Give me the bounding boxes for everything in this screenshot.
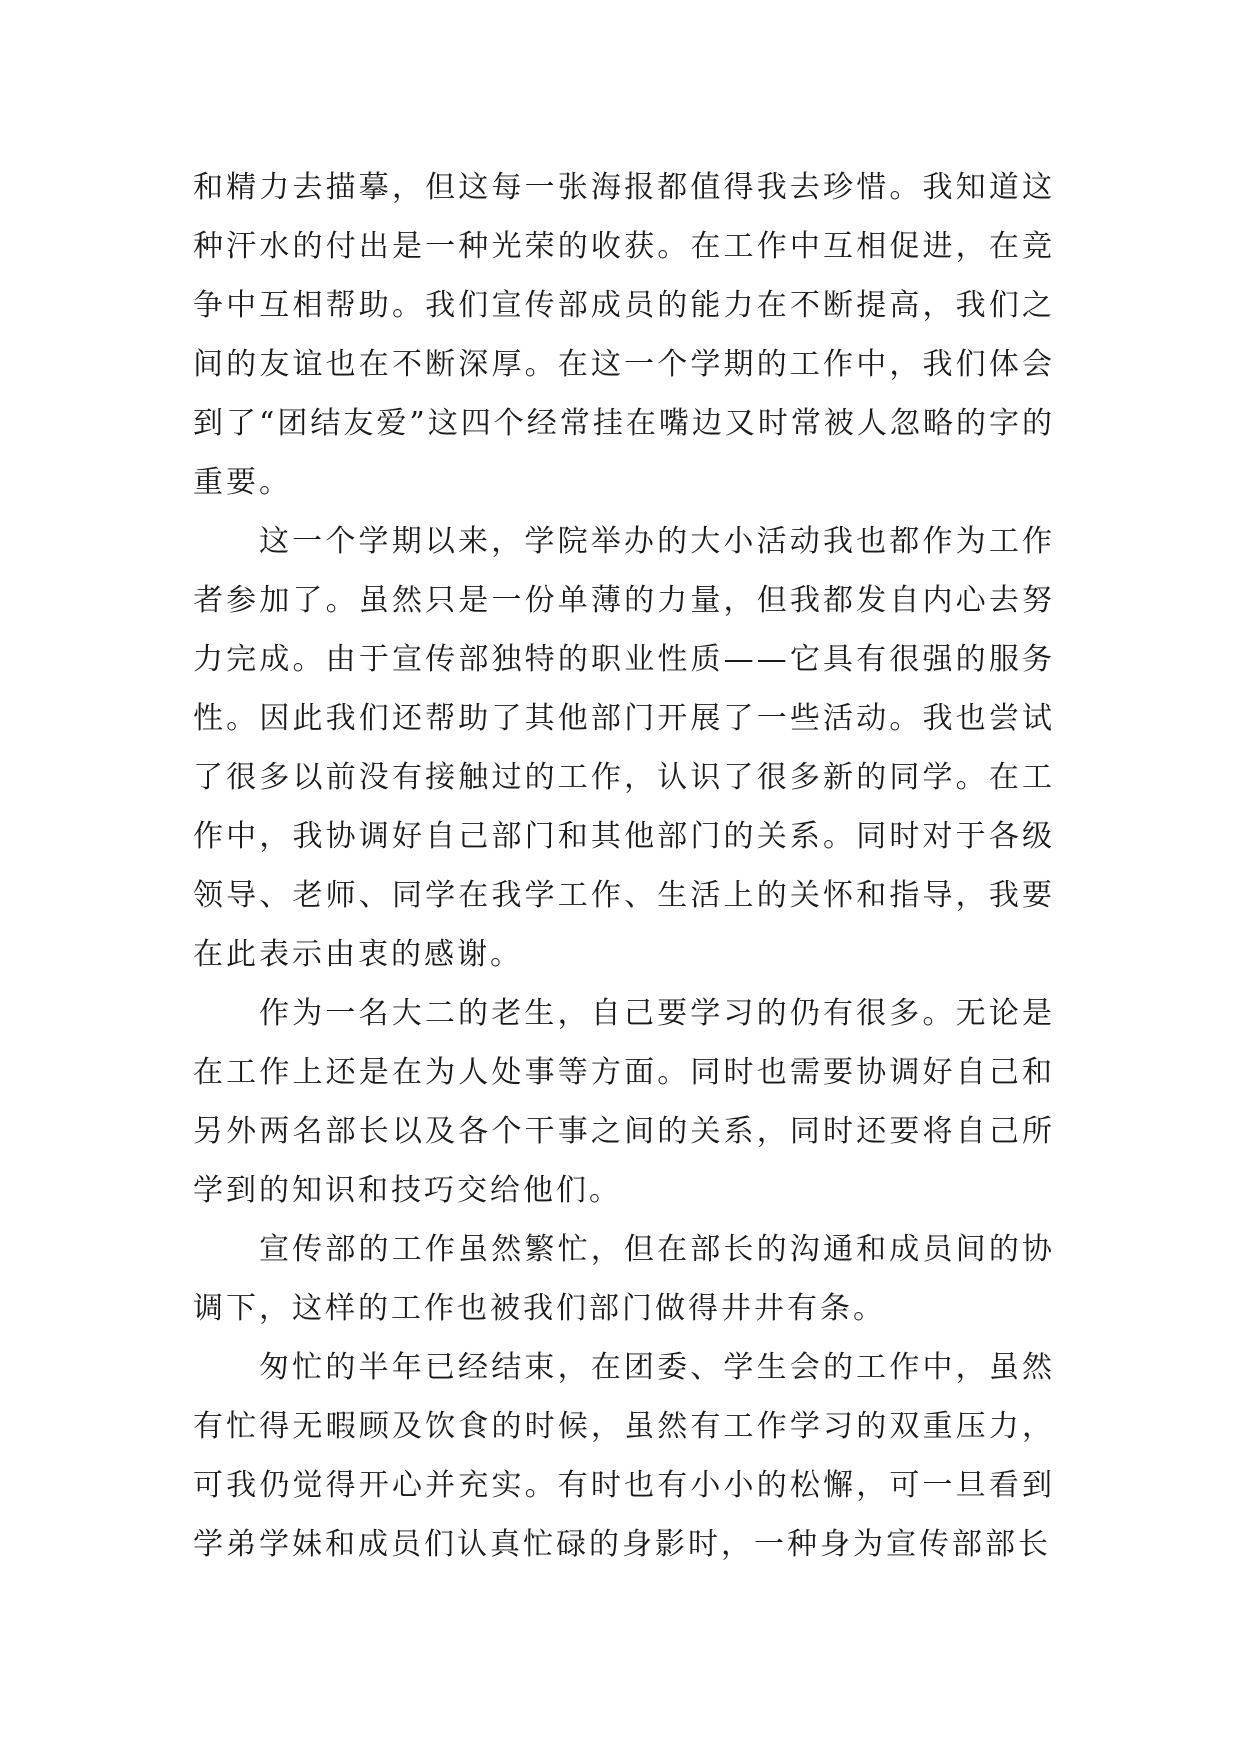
paragraph-2: 这一个学期以来，学院举办的大小活动我也都作为工作者参加了。虽然只是一份单薄的力量，但我都发自内心去努力完成。由于宣传部独特的职业性质——它具有很强的服务性。因此我们还帮助了其他部门开展了一些活动。我也尝试了很多以前没有接触过的工作，认识了很多新的同学。在工作中，我协调好自己部门和其他部门的关系。同时对于各级领导、老师、同学在我学工作、生活上的关怀和指导，我要在此表示由衷的感谢。 bbox=[193, 524, 1055, 972]
paragraph-3: 作为一名大二的老生，自己要学习的仍有很多。无论是在工作上还是在为人处事等方面。同时也需要协调好自己和另外两名部长以及各个干事之间的关系，同时还要将自己所学到的知识和技巧交给他们。 bbox=[193, 996, 1055, 1208]
paragraph-4: 宣传部的工作虽然繁忙，但在部长的沟通和成员间的协调下，这样的工作也被我们部门做得井井有条。 bbox=[193, 1232, 1055, 1326]
paragraph-1: 和精力去描摹，但这每一张海报都值得我去珍惜。我知道这种汗水的付出是一种光荣的收获。在工作中互相促进，在竞争中互相帮助。我们宣传部成员的能力在不断提高，我们之间的友谊也在不断深厚。在这一个学期的工作中，我们体会到了“团结友爱”这四个经常挂在嘴边又时常被人忽略的字的重要。 bbox=[193, 170, 1055, 500]
document-body bbox=[193, 158, 1055, 1574]
paragraph-5: 匆忙的半年已经结束，在团委、学生会的工作中，虽然有忙得无暇顾及饮食的时候，虽然有工作学习的双重压力，可我仍觉得开心并充实。有时也有小小的松懈，可一旦看到学弟学妹和成员们认真忙碌的身影时，一种身为宣传部部长 bbox=[193, 1350, 1055, 1562]
